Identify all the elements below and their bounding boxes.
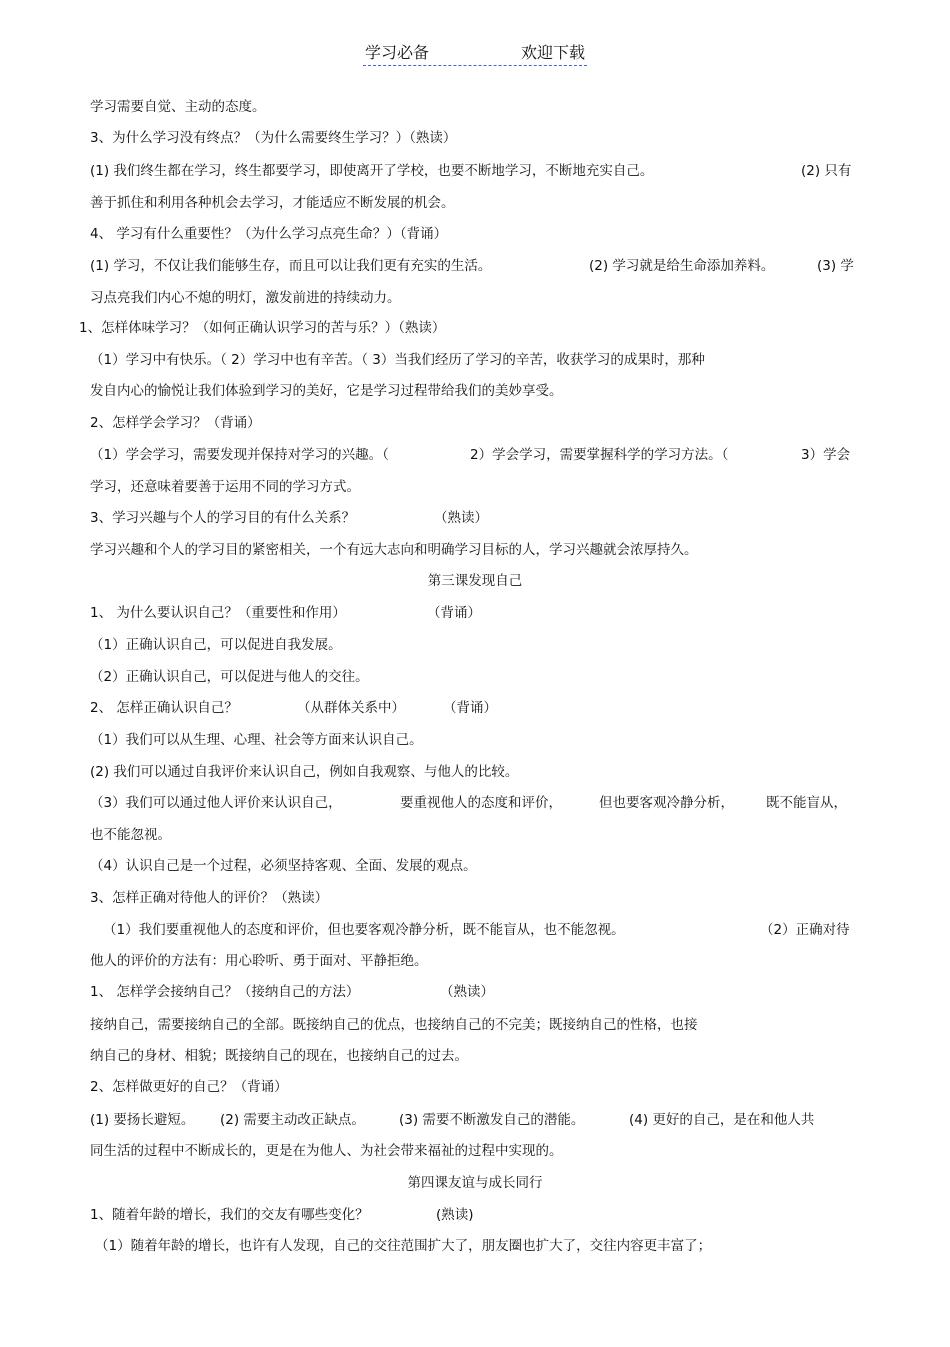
question-heading: 1、 怎样学会接纳自己？（接纳自己的方法）	[90, 984, 360, 1000]
question-heading: 4、 学习有什么重要性？（为什么学习点亮生命？）（背诵）	[90, 226, 448, 242]
text-line: (2) 学习就是给生命添加养料。	[589, 258, 775, 274]
text-line: (2) 只有	[801, 163, 852, 179]
question-heading: 1、怎样体味学习？（如何正确认识学习的苦与乐？）（熟读）	[79, 320, 446, 336]
text-line: (3) 需要不断激发自己的潜能。	[399, 1112, 585, 1128]
question-heading: 1、 为什么要认识自己？（重要性和作用）	[90, 605, 346, 621]
text-line: (1) 学习，不仅让我们能够生存，而且可以让我们更有充实的生活。	[90, 258, 492, 274]
text-line: 3）学会	[801, 447, 851, 463]
text-line: (1) 我们终生都在学习，终生都要学习，即使离开了学校，也要不断地学习，不断地充实自己。	[90, 163, 654, 179]
text-line: 学习，还意味着要善于运用不同的学习方式。	[90, 479, 360, 495]
text-line: (3) 学	[817, 258, 854, 274]
text-line: 但也要客观冷静分析，	[599, 795, 734, 811]
header-left-text: 学习必备	[364, 43, 429, 62]
lesson-title: 第三课发现自己	[427, 573, 523, 589]
text-line: (2) 我们可以通过自我评价来认识自己，例如自我观察、与他人的比较。	[90, 764, 519, 780]
lesson-title: 第四课友谊与成长同行	[407, 1175, 543, 1191]
header-right-text: 欢迎下载	[521, 43, 586, 62]
text-line: （4）认识自己是一个过程，必须坚持客观、全面、发展的观点。	[90, 858, 477, 874]
text-line: (熟读)	[436, 1207, 474, 1223]
text-line: （2）正确对待	[760, 922, 850, 938]
text-line: （熟读）	[440, 984, 494, 1000]
text-line: (4) 更好的自己，是在和他人共	[629, 1112, 815, 1128]
text-line: （背诵）	[443, 700, 497, 716]
text-line: 要重视他人的态度和评价，	[400, 795, 562, 811]
text-line: 善于抓住和利用各种机会去学习，才能适应不断发展的机会。	[90, 195, 455, 211]
text-line: 习点亮我们内心不熄的明灯，激发前进的持续动力。	[90, 290, 401, 306]
text-line: 学习兴趣和个人的学习目的紧密相关，一个有远大志向和明确学习目标的人，学习兴趣就会浓厚持久。	[90, 542, 698, 558]
text-line: 也不能忽视。	[90, 827, 171, 843]
text-line: 他人的评价的方法有：用心聆听、勇于面对、平静拒绝。	[90, 953, 428, 969]
question-heading: 3、怎样正确对待他人的评价？（熟读）	[90, 890, 329, 906]
header-banner	[363, 40, 587, 66]
text-line: （1）我们可以从生理、心理、社会等方面来认识自己。	[90, 732, 423, 748]
text-line: （1）正确认识自己，可以促进自我发展。	[90, 637, 342, 653]
text-line: （1）学习中有快乐。（ 2）学习中也有辛苦。（ 3）当我们经历了学习的辛苦，收获学习的成果时，那种	[90, 352, 705, 368]
text-line: （3）我们可以通过他人评价来认识自己，	[90, 795, 342, 811]
text-line: （1）我们要重视他人的态度和评价，但也要客观冷静分析，既不能盲从，也不能忽视。	[103, 922, 625, 938]
question-heading: 2、怎样学会学习？（背诵）	[90, 415, 261, 431]
text-line: 2）学会学习，需要掌握科学的学习方法。（	[470, 447, 729, 463]
text-line: 接纳自己，需要接纳自己的全部。既接纳自己的优点，也接纳自己的不完美；既接纳自己的性格，也接	[90, 1017, 698, 1033]
question-heading: 3、学习兴趣与个人的学习目的有什么关系？	[90, 510, 356, 526]
text-line: 纳自己的身材、相貌；既接纳自己的现在，也接纳自己的过去。	[90, 1048, 468, 1064]
question-heading: 3、为什么学习没有终点？（为什么需要终生学习？）（熟读）	[90, 130, 457, 146]
text-line: （熟读）	[434, 510, 488, 526]
page-header	[0, 40, 950, 66]
text-line: 发自内心的愉悦让我们体验到学习的美好，它是学习过程带给我们的美妙享受。	[90, 383, 563, 399]
text-line: （1）学会学习，需要发现并保持对学习的兴趣。（	[90, 447, 389, 463]
text-line: (1) 要扬长避短。	[90, 1112, 195, 1128]
text-line: (2) 需要主动改正缺点。	[220, 1112, 365, 1128]
text-line: （2）正确认识自己，可以促进与他人的交往。	[90, 669, 369, 685]
question-heading: 2、 怎样正确认识自己？	[90, 700, 238, 716]
text-line: （背诵）	[427, 605, 481, 621]
text-line: （1）随着年龄的增长，也许有人发现，自己的交往范围扩大了，朋友圈也扩大了，交往内容更丰富了；	[95, 1238, 712, 1254]
text-line: 既不能盲从，	[766, 795, 847, 811]
text-line: 同生活的过程中不断成长的，更是在为他人、为社会带来福祉的过程中实现的。	[90, 1143, 563, 1159]
text-line: （从群体关系中）	[297, 700, 405, 716]
question-heading: 1、随着年龄的增长，我们的交友有哪些变化？	[90, 1207, 369, 1223]
text-line: 学习需要自觉、主动的态度。	[90, 99, 266, 115]
question-heading: 2、怎样做更好的自己？（背诵）	[90, 1079, 288, 1095]
